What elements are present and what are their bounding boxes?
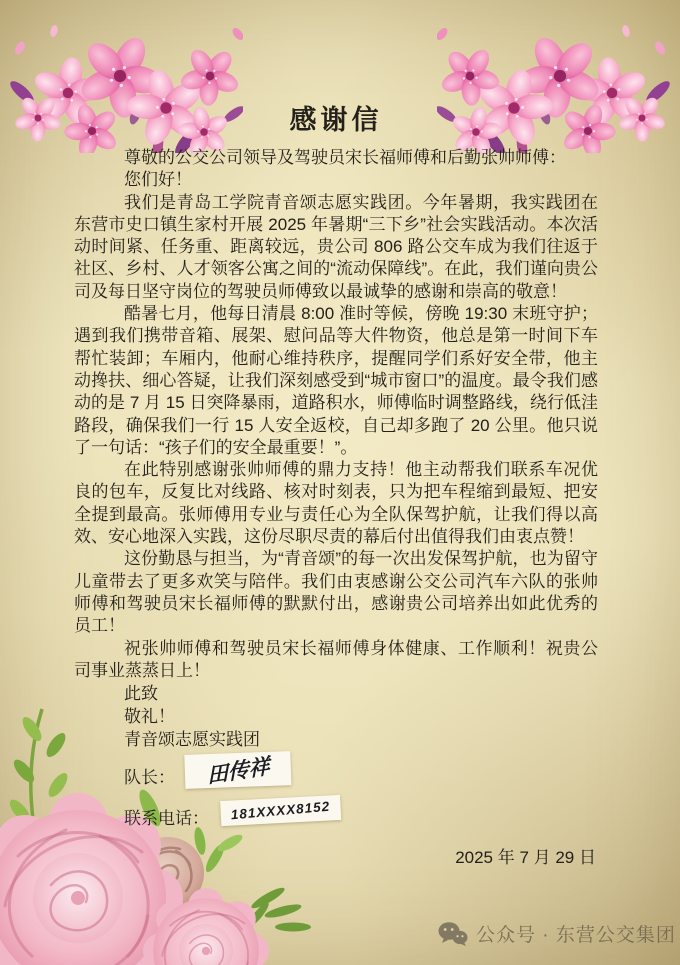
greeting: 您们好！ — [124, 170, 192, 190]
team-name: 青音颂志愿实践团 — [124, 730, 260, 750]
letter-paragraph: 在此特别感谢张帅师傅的鼎力支持！他主动帮我们联系车况优良的包车，反复比对线路、核对时刻表，只为把车程缩到最短、把安全提到最高。张师傅用专业与责任心为全队保驾护航，让我们得以高效、安心地深入实践，这份尽职尽责的幕后付出值得我们由衷点赞！ — [74, 460, 598, 547]
letter-title: 感谢信 — [289, 105, 383, 135]
letter-paragraph: 这份勤恳与担当，为“青音颂”的每一次出发保驾护航，也为留守儿童带去了更多欢笑与陪伴。我们由衷感谢公交公司汽车六队的张帅师傅和驾驶员宋长福师傅的默默付出，感谢贵公司培养出如此优秀的员工！ — [74, 549, 598, 636]
wechat-icon — [438, 921, 468, 947]
closing-regards: 此致 — [124, 684, 158, 704]
contact-phone-row — [74, 799, 598, 833]
letter-date: 2025 年 7 月 29 日 — [455, 848, 596, 868]
wechat-account-text: 公众号 · 东营公交集团 — [476, 925, 676, 946]
letter-paragraph: 酷暑七月，他每日清晨 8:00 准时等候，傍晚 19:30 末班守护；遇到我们携带音箱、展架、慰问品等大件物资，他总是第一时间下车帮忙装卸；车厢内，他耐心维持秩序，提醒同学们系好安全带，他主动搀扶、细心答疑，让我们深刻感受到“城市窗口”的温度。最令我们感动的是 7 月 15 日突降暴雨，道路积水，师傅临时调整路线，绕行低洼路段，确保我们一行 15 人安全返校，自己却多跑了 20 公里。他只说了一句话：“孩子们的安全最重要！”。 — [74, 304, 598, 457]
leader-label: 队长： — [124, 767, 175, 787]
phone-number: 181XXXX8152 — [230, 798, 331, 822]
letter-body — [74, 60, 598, 868]
signature-slip — [184, 751, 291, 789]
closing-salute: 敬礼！ — [124, 707, 175, 727]
wechat-footer — [438, 920, 676, 947]
leader-signature: 田传祥 — [206, 755, 270, 789]
salutation: 尊敬的公交公司领导及驾驶员宋长福师傅和后勤张帅师傅： — [124, 148, 566, 167]
leader-signature-row — [74, 755, 598, 795]
phone-label: 联系电话： — [124, 808, 209, 828]
phone-slip — [220, 795, 341, 826]
letter-paragraph: 我们是青岛工学院青音颂志愿实践团。今年暑期，我实践团在东营市史口镇生家村开展 2025 年暑期“三下乡”社会实践活动。本次活动时间紧、任务重、距离较远，贵公司 806 路公交车成为我们往返于社区、乡村、人才领客公寓之间的“流动保障线”。在此，我们谨向贵公司及每日坚守岗位的驾驶员师傅致以最诚挚的感谢和崇高的敬意！ — [74, 192, 598, 301]
letter-paragraph: 祝张帅师傅和驾驶员宋长福师傅身体健康、工作顺利！祝贵公司事业蒸蒸日上！ — [74, 638, 598, 680]
